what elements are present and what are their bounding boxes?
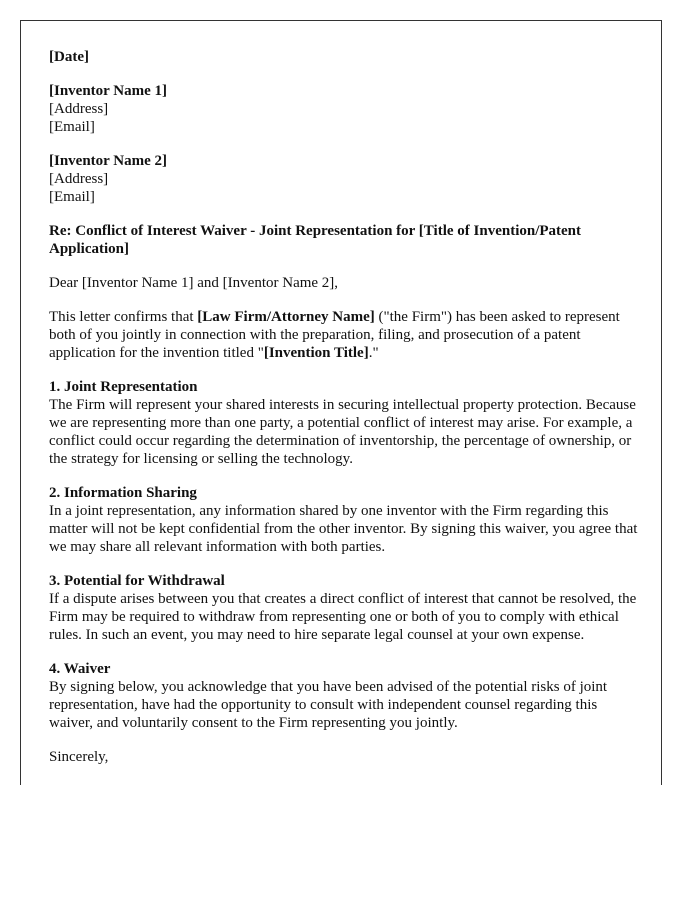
recipient-block-2 [49, 152, 639, 206]
recipient-email: [Email] [49, 189, 95, 205]
section-waiver [49, 660, 639, 732]
salutation: Dear [Inventor Name 1] and [Inventor Name 2], [49, 275, 339, 291]
closing: Sincerely, [49, 749, 109, 765]
section-heading: 2. Information Sharing [49, 485, 197, 501]
intro-text: ." [368, 345, 379, 361]
letter-page [20, 20, 662, 785]
section-information-sharing [49, 484, 639, 556]
section-joint-representation [49, 378, 639, 468]
intro-paragraph [49, 308, 639, 362]
recipient-name: [Inventor Name 2] [49, 153, 168, 169]
recipient-email: [Email] [49, 119, 95, 135]
section-heading: 3. Potential for Withdrawal [49, 573, 225, 589]
section-heading: 4. Waiver [49, 661, 111, 677]
intro-text: This letter confirms that [49, 309, 198, 325]
letter-date: [Date] [49, 49, 89, 65]
section-body: By signing below, you acknowledge that you have been advised of the potential risks of joint representation, have had the opportunity to consult with independent counsel regarding this waiver, and voluntarily consent to the Firm representing you jointly. [49, 679, 608, 731]
firm-name: [Law Firm/Attorney Name] [197, 309, 375, 325]
recipient-name: [Inventor Name 1] [49, 83, 168, 99]
section-body: The Firm will represent your shared interests in securing intellectual property protection. Because we are representing more than one party, a potential conflict of interest may arise. For example, a conflict could occur regarding the determination of inventorship, the percentage of ownership, or the strategy for licensing or selling the technology. [49, 397, 636, 467]
invention-title: [Invention Title] [263, 345, 369, 361]
subject-line: Re: Conflict of Interest Waiver - Joint Representation for [Title of Invention/Patent Application] [49, 223, 582, 257]
section-withdrawal [49, 572, 639, 644]
intro-text: ("the Firm") has been asked to represent both of you jointly in connection with the preparation, filing, and prosecution of a patent application for the invention titled " [49, 309, 620, 361]
section-body: If a dispute arises between you that creates a direct conflict of interest that cannot be resolved, the Firm may be required to withdraw from representing one or both of you to comply with ethical rules. In such an event, you may need to hire separate legal counsel at your own expense. [49, 591, 637, 643]
recipient-block-1 [49, 82, 639, 136]
section-body: In a joint representation, any information shared by one inventor with the Firm regarding this matter will not be kept confidential from the other inventor. By signing this waiver, you agree that we may share all relevant information with both parties. [49, 503, 638, 555]
recipient-address: [Address] [49, 101, 109, 117]
recipient-address: [Address] [49, 171, 109, 187]
section-heading: 1. Joint Representation [49, 379, 198, 395]
